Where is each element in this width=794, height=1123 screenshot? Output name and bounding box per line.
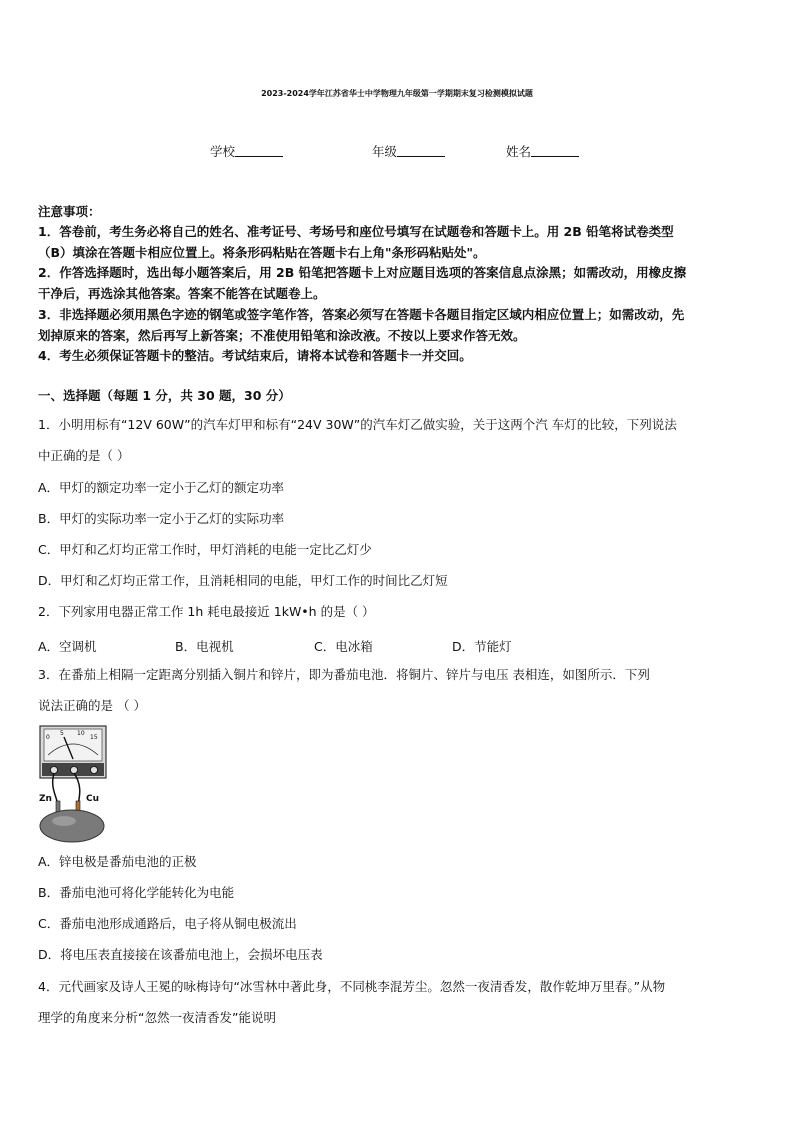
notice-line: 干净后，再选涂其他答案。答案不能答在试题卷上。 bbox=[38, 286, 326, 301]
question-3-option-d: D．将电压表直接接在该番茄电池上，会损坏电压表 bbox=[38, 947, 323, 962]
notice-line: 4．考生必须保证答题卡的整洁。考试结束后，请将本试卷和答题卡一并交回。 bbox=[38, 348, 472, 363]
scale-label-15: 15 bbox=[90, 734, 98, 741]
notice-line: （B）填涂在答题卡相应位置上。将条形码粘贴在答题卡右上角"条形码粘贴处"。 bbox=[38, 245, 486, 260]
question-3-option-b: B．番茄电池可将化学能转化为电能 bbox=[38, 885, 235, 900]
name-field bbox=[506, 142, 579, 160]
zn-label: Zn bbox=[39, 794, 52, 804]
question-1-option-a: A．甲灯的额定功率一定小于乙灯的额定功率 bbox=[38, 480, 285, 495]
question-2-option-a: A．空调机 bbox=[38, 639, 97, 654]
exam-title: 2023-2024学年江苏省华士中学物理九年级第一学期期末复习检测模拟试题 bbox=[261, 89, 533, 98]
name-label: 姓名 bbox=[506, 144, 532, 159]
terminal-right bbox=[91, 767, 98, 774]
question-1-option-d: D．甲灯和乙灯均正常工作，且消耗相同的电能，甲灯工作的时间比乙灯短 bbox=[38, 573, 448, 588]
grade-field bbox=[372, 142, 445, 160]
tomato bbox=[40, 810, 104, 842]
question-2-option-b: B．电视机 bbox=[175, 639, 234, 654]
tomato-battery-figure bbox=[38, 725, 110, 843]
scale-label-0: 0 bbox=[46, 734, 50, 741]
notice-line: 划掉原来的答案，然后再写上新答案；不准使用铅笔和涂改液。不按以上要求作答无效。 bbox=[38, 328, 526, 343]
question-3-option-a: A．锌电极是番茄电池的正极 bbox=[38, 854, 197, 869]
question-2-option-d: D．节能灯 bbox=[452, 639, 512, 654]
notice-line: 1．答卷前，考生务必将自己的姓名、准考证号、考场号和座位号填写在试题卷和答题卡上。用 2B 铅笔将试卷类型 bbox=[38, 224, 674, 239]
notice-heading: 注意事项： bbox=[38, 204, 101, 219]
question-3-stem: 3．在番茄上相隔一定距离分别插入铜片和锌片，即为番茄电池．将铜片、锌片与电压 表相连，如图所示．下列 bbox=[38, 667, 650, 682]
question-2-option-c: C．电冰箱 bbox=[314, 639, 373, 654]
scale-label-10: 10 bbox=[77, 730, 85, 737]
grade-label: 年级 bbox=[372, 144, 398, 159]
cu-label: Cu bbox=[86, 794, 100, 804]
tomato-highlight bbox=[52, 816, 76, 826]
question-1-option-b: B．甲灯的实际功率一定小于乙灯的实际功率 bbox=[38, 511, 285, 526]
notice-line: 2．作答选择题时，选出每小题答案后，用 2B 铅笔把答题卡上对应题目选项的答案信息点涂黑；如需改动，用橡皮擦 bbox=[38, 265, 687, 280]
terminal-left bbox=[51, 767, 58, 774]
question-1-stem: 1．小明用标有“12V 60W”的汽车灯甲和标有“24V 30W”的汽车灯乙做实验，关于这两个汽 车灯的比较，下列说法 bbox=[38, 417, 677, 432]
grade-blank bbox=[397, 144, 445, 157]
notice-line: 3．非选择题必须用黑色字迹的钢笔或签字笔作答，答案必须写在答题卡各题目指定区域内相应位置上；如需改动，先 bbox=[38, 307, 685, 322]
section-heading: 一、选择题（每题 1 分，共 30 题，30 分） bbox=[38, 388, 291, 403]
scale-label-5: 5 bbox=[60, 730, 64, 737]
question-1-option-c: C．甲灯和乙灯均正常工作时，甲灯消耗的电能一定比乙灯少 bbox=[38, 542, 372, 557]
question-1-stem-cont: 中正确的是（ ） bbox=[38, 448, 130, 463]
school-blank bbox=[235, 144, 283, 157]
question-4-stem: 4．元代画家及诗人王冕的咏梅诗句“冰雪林中著此身，不同桃李混芳尘。忽然一夜清香发，散作乾坤万里春。”从物 bbox=[38, 979, 666, 994]
question-4-stem-cont: 理学的角度来分析“忽然一夜清香发”能说明 bbox=[38, 1010, 276, 1025]
school-label: 学校 bbox=[210, 144, 236, 159]
terminal-middle bbox=[71, 767, 78, 774]
question-3-option-c: C．番茄电池形成通路后，电子将从铜电极流出 bbox=[38, 916, 297, 931]
name-blank bbox=[531, 144, 579, 157]
question-2-stem: 2．下列家用电器正常工作 1h 耗电最接近 1kW•h 的是（ ） bbox=[38, 604, 375, 619]
school-field bbox=[210, 142, 283, 160]
question-3-stem-cont: 说法正确的是 （ ） bbox=[38, 698, 146, 713]
